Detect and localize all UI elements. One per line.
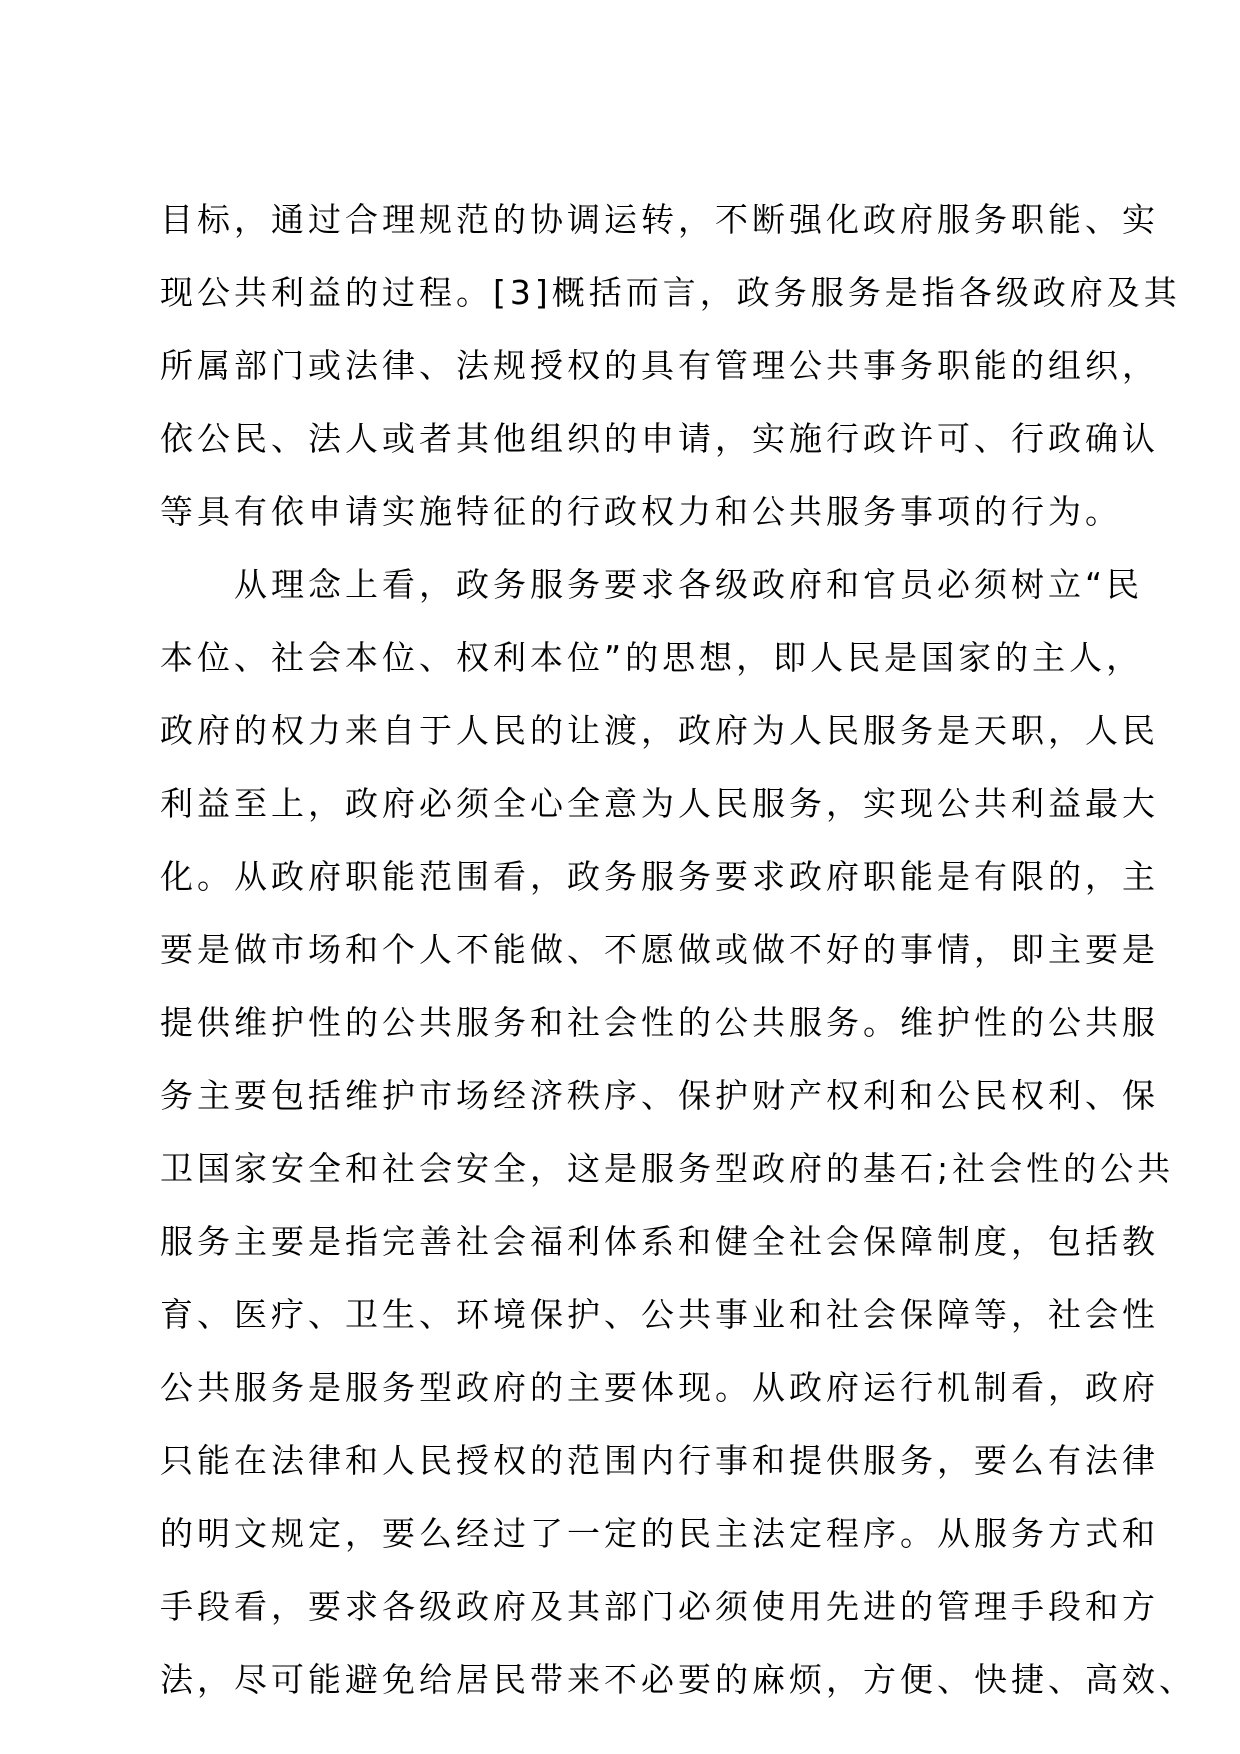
text-line: 利益至上，政府必须全心全意为人民服务，实现公共利益最大 (160, 784, 1159, 823)
text-line: 公共服务是服务型政府的主要体现。从政府运行机制看，政府 (160, 1368, 1159, 1407)
text-line: 所属部门或法律、法规授权的具有管理公共事务职能的组织， (160, 346, 1159, 385)
text-line: 育、医疗、卫生、环境保护、公共事业和社会保障等，社会性 (160, 1295, 1159, 1334)
text-line: 要是做市场和个人不能做、不愿做或做不好的事情，即主要是 (160, 930, 1159, 969)
paragraph-1 (160, 183, 1181, 548)
paragraph-2 (160, 548, 1196, 1716)
text-line: 手段看，要求各级政府及其部门必须使用先进的管理手段和方 (160, 1587, 1159, 1626)
text-line: 从理念上看，政务服务要求各级政府和官员必须树立“民 (234, 565, 1144, 604)
text-line: 等具有依申请实施特征的行政权力和公共服务事项的行为。 (160, 492, 1122, 531)
document-body (160, 183, 1196, 1716)
text-line: 只能在法律和人民授权的范围内行事和提供服务，要么有法律 (160, 1441, 1159, 1480)
text-line: 提供维护性的公共服务和社会性的公共服务。维护性的公共服 (160, 1003, 1159, 1042)
text-line: 务主要包括维护市场经济秩序、保护财产权利和公民权利、保 (160, 1076, 1159, 1115)
text-line: 法，尽可能避免给居民带来不必要的麻烦，方便、快捷、高效、 (160, 1660, 1196, 1699)
text-line: 依公民、法人或者其他组织的申请，实施行政许可、行政确认 (160, 419, 1159, 458)
text-line: 服务主要是指完善社会福利体系和健全社会保障制度，包括教 (160, 1222, 1159, 1261)
text-line: 政府的权力来自于人民的让渡，政府为人民服务是天职，人民 (160, 711, 1159, 750)
text-line: 的明文规定，要么经过了一定的民主法定程序。从服务方式和 (160, 1514, 1159, 1553)
text-line: 目标，通过合理规范的协调运转，不断强化政府服务职能、实 (160, 200, 1159, 239)
text-line: 本位、社会本位、权利本位”的思想，即人民是国家的主人， (160, 638, 1144, 677)
text-line: 化。从政府职能范围看，政务服务要求政府职能是有限的，主 (160, 857, 1159, 896)
text-line: 现公共利益的过程。[3]概括而言，政务服务是指各级政府及其 (160, 273, 1181, 312)
text-line: 卫国家安全和社会安全，这是服务型政府的基石;社会性的公共 (160, 1149, 1175, 1188)
